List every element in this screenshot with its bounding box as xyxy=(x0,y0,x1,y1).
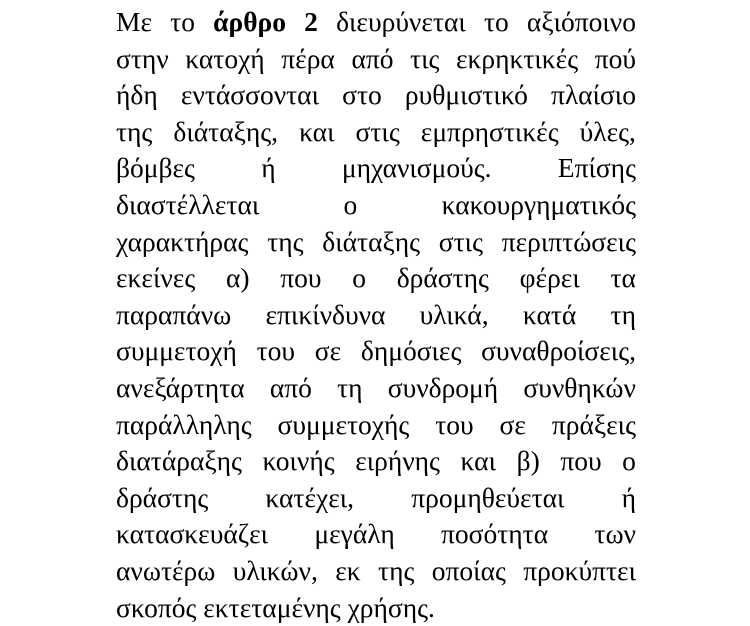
word: κατέχει, xyxy=(265,480,354,517)
word: δημόσιες xyxy=(361,333,462,370)
text-line xyxy=(116,297,636,334)
word: Με xyxy=(116,4,152,41)
word: τη xyxy=(337,370,362,407)
word: συνδρομή xyxy=(388,370,498,407)
word: ανεξάρτητα xyxy=(116,370,245,407)
word: χρήσης. xyxy=(348,590,435,626)
word: από xyxy=(351,41,393,78)
word: ο xyxy=(622,443,636,480)
word: που xyxy=(560,443,601,480)
word: α) xyxy=(226,260,250,297)
word: συναθροίσεις, xyxy=(481,333,636,370)
text-line xyxy=(116,41,636,78)
word: ύλες, xyxy=(580,114,636,151)
word: εκτεταμένης xyxy=(203,590,347,626)
text-line xyxy=(116,150,636,187)
text-line xyxy=(116,4,636,41)
word: το xyxy=(170,4,195,41)
word: στην xyxy=(116,41,169,78)
word: ήδη xyxy=(116,77,158,114)
word: προκύπτει xyxy=(523,553,636,590)
word: διαστέλλεται xyxy=(116,187,259,224)
word: συμμετοχής xyxy=(278,407,410,444)
text-line xyxy=(116,224,636,261)
word: ή xyxy=(622,480,636,517)
text-line xyxy=(116,443,636,480)
word: πού xyxy=(595,41,636,78)
word: πλαίσιο xyxy=(551,77,636,114)
word: εκρηκτικές xyxy=(456,41,578,78)
word: βόμβες xyxy=(116,150,195,187)
word: σε xyxy=(315,333,341,370)
word: του xyxy=(257,333,295,370)
word: β) xyxy=(517,443,540,480)
word: διάταξης xyxy=(322,224,420,261)
word: κατοχή xyxy=(185,41,264,78)
word: εμπρηστικές xyxy=(421,114,559,151)
word: σε xyxy=(500,407,526,444)
bold-word: άρθρο xyxy=(213,4,286,41)
word: χαρακτήρας xyxy=(116,224,248,261)
word: παραπάνω xyxy=(116,297,231,334)
text-line xyxy=(116,553,636,590)
word: εκείνες xyxy=(116,260,195,297)
word: και xyxy=(461,443,496,480)
text-line xyxy=(116,187,636,224)
word: στις xyxy=(439,224,483,261)
text-line xyxy=(116,260,636,297)
text-line xyxy=(116,370,636,407)
word: παράλληλης xyxy=(116,407,252,444)
word: που xyxy=(280,260,321,297)
word: μεγάλη xyxy=(314,516,394,553)
text-line xyxy=(116,516,636,553)
word: τη xyxy=(611,297,636,334)
text-line xyxy=(116,114,636,151)
word: συνθηκών xyxy=(523,370,636,407)
word: κακουργηματικός xyxy=(442,187,636,224)
word: σκοπός xyxy=(116,590,203,626)
text-line xyxy=(116,407,636,444)
word: των xyxy=(594,516,636,553)
word: διάταξης, xyxy=(173,114,278,151)
word: της xyxy=(378,553,414,590)
word: ειρήνης xyxy=(355,443,440,480)
text-line xyxy=(116,480,636,517)
word: δράστης xyxy=(397,260,489,297)
text-line xyxy=(116,333,636,370)
word: φέρει xyxy=(520,260,580,297)
word: ανωτέρω xyxy=(116,553,215,590)
word: δράστης xyxy=(116,480,208,517)
word: διευρύνεται xyxy=(336,4,466,41)
word: της xyxy=(116,114,152,151)
word: υλικών, xyxy=(233,553,318,590)
word: ρυθμιστικό xyxy=(405,77,528,114)
word: περιπτώσεις xyxy=(502,224,636,261)
word: υλικά, xyxy=(420,297,489,334)
word: στις xyxy=(356,114,400,151)
word: επικίνδυνα xyxy=(266,297,386,334)
body-paragraph xyxy=(116,4,636,626)
word: κατά xyxy=(523,297,576,334)
word: εκ xyxy=(335,553,360,590)
word: της xyxy=(267,224,303,261)
word: Επίσης xyxy=(558,150,636,187)
word: εντάσσονται xyxy=(181,77,319,114)
word: πέρα xyxy=(281,41,335,78)
word: προμηθεύεται xyxy=(411,480,564,517)
word: ο xyxy=(344,187,358,224)
word: αξιόποινο xyxy=(527,4,636,41)
word: κοινής xyxy=(262,443,334,480)
word: του xyxy=(435,407,473,444)
word: τα xyxy=(610,260,635,297)
word: ο xyxy=(352,260,366,297)
word: ή xyxy=(261,150,275,187)
word: στο xyxy=(342,77,382,114)
word: οποίας xyxy=(432,553,506,590)
word: τις xyxy=(410,41,439,78)
bold-word: 2 xyxy=(304,4,318,41)
word: και xyxy=(299,114,334,151)
word: πράξεις xyxy=(552,407,636,444)
word: το xyxy=(484,4,509,41)
word: ποσότητα xyxy=(441,516,548,553)
text-line xyxy=(116,77,636,114)
word: από xyxy=(270,370,312,407)
word: διατάραξης xyxy=(116,443,242,480)
word: κατασκευάζει xyxy=(116,516,268,553)
word: μηχανισμούς. xyxy=(342,150,492,187)
word: συμμετοχή xyxy=(116,333,237,370)
